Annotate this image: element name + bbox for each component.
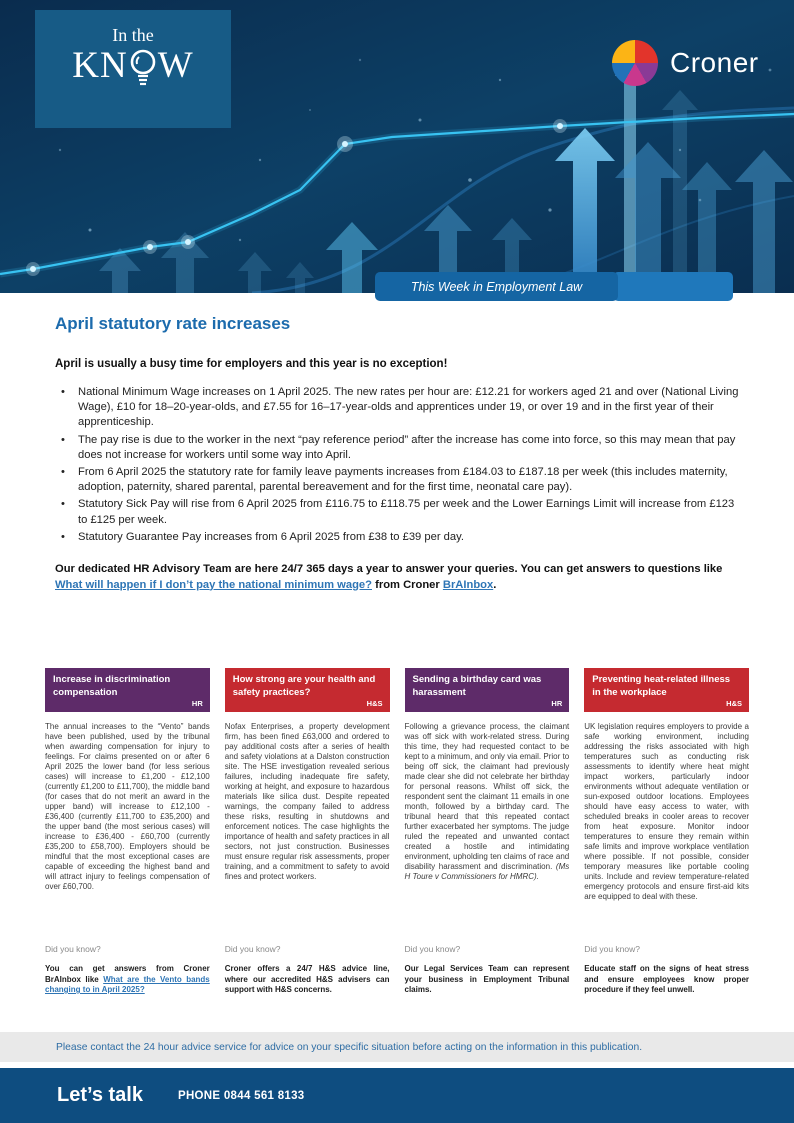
column-health-safety-practices bbox=[225, 668, 390, 996]
bullet-item: • National Minimum Wage increases on 1 April 2025. The new rates per hour are: £12.21 for workers aged 21 and over (National Living Wage), £10 for 18–20-year-olds, and £7.55 for 16–17-year-olds and apprentices under 19, or over 19 and in the first year of their apprenticeship. bbox=[55, 385, 741, 431]
column-title: Preventing heat-related illness in the workplace bbox=[592, 674, 731, 698]
lightbulb-icon bbox=[129, 49, 157, 87]
column-body bbox=[405, 722, 570, 944]
advice-service-bar bbox=[0, 1032, 794, 1062]
main-article bbox=[55, 300, 741, 593]
did-you-know-label: Did you know? bbox=[404, 944, 461, 954]
logo-line1: In the bbox=[112, 25, 154, 45]
croner-wheel-icon bbox=[612, 40, 658, 86]
did-you-know-text: Croner offers a 24/7 H&S advice line, where our accredited H&S advisers can support with H&S concerns. bbox=[224, 964, 390, 994]
footer-bar bbox=[0, 1068, 794, 1123]
column-heat-related-illness bbox=[584, 668, 749, 996]
did-you-know-label: Did you know? bbox=[584, 944, 641, 954]
vento-bands-link[interactable]: What are the Vento bands changing to in April 2025? bbox=[45, 974, 210, 994]
did-you-know-text: Our Legal Services Team can represent your business in Employment Tribunal claims. bbox=[404, 964, 570, 994]
did-you-know-text: Educate staff on the signs of heat stress and ensure employees know proper procedure if they feel unwell. bbox=[584, 964, 749, 994]
logo-w: W bbox=[157, 45, 194, 86]
bullet-item: • The pay rise is due to the worker in the next “pay reference period” after the increase has come into force, so this may mean that pay does not increase for workers until some way into April. bbox=[55, 433, 741, 463]
outro-text: from Croner bbox=[372, 578, 443, 591]
did-you-know-label: Did you know? bbox=[224, 944, 281, 954]
did-you-know-label: Did you know? bbox=[45, 944, 101, 954]
croner-logo bbox=[612, 40, 759, 86]
bullet-item: • Statutory Sick Pay will rise from 6 April 2025 from £116.75 to £118.75 per week and the Lower Earnings Limit will increase from £123 to £125 per week. bbox=[55, 497, 741, 527]
in-the-know-logo bbox=[35, 10, 231, 128]
article-bullet-list bbox=[55, 385, 741, 545]
logo-line2 bbox=[35, 47, 231, 87]
hr-tag: HR bbox=[551, 699, 563, 708]
article-outro bbox=[55, 562, 741, 593]
column-body-text: Following a grievance process, the claimant was off sick with work-related stress. During this time, they had requested contact to be kept to a minimum, and only via email. Prior to being off sick, the claimant had previously made clear she did not celebrate her birthday for personal reasons. Whilst off sick, the respondent sent the claimant 11 emails in one month, followed by a birthday card. The tribunal heard that this repeated contact further exacerbated her symptoms. The judge ruled the repeated and unwanted contact created a hostile and intimidating environment, upholding ten claims of race and disability harassment and discrimination. bbox=[404, 722, 570, 871]
column-header bbox=[45, 668, 210, 712]
dyk-prefix: You can get answers from Croner BrAInbox like bbox=[45, 964, 210, 984]
column-header bbox=[225, 668, 390, 712]
hr-tag: HR bbox=[191, 699, 203, 708]
column-body: Nofax Enterprises, a property development firm, has been fined £63,000 and ordered to pay additional costs after a series of health and safety violations at a Dalston construction site. The HSE investigation revealed serious failures, including inadequate fire safety, working at height, and exposure to hazardous materials like silica dust. Despite repeated warnings, the company failed to address these risks, resulting in shutdowns and enforcement notices. The case highlights the importance of health and safety practices in all sectors, not just construction. Businesses must ensure regular risk assessments, proper training, and a commitment to safety to avoid fines and protect workers. bbox=[224, 722, 390, 881]
article-intro: April is usually a busy time for employers and this year is no exception! bbox=[55, 358, 448, 370]
page-title: April statutory rate increases bbox=[55, 314, 291, 333]
column-title: Increase in discrimination compensation bbox=[53, 674, 171, 698]
column-discrimination-compensation bbox=[45, 668, 210, 996]
phone-number: PHONE 0844 561 8133 bbox=[177, 1089, 305, 1102]
column-header bbox=[584, 668, 749, 712]
column-header bbox=[405, 668, 570, 712]
minimum-wage-question-link[interactable]: What will happen if I don’t pay the national minimum wage? bbox=[55, 578, 372, 591]
outro-text: Our dedicated HR Advisory Team are here 24/7 365 days a year to answer your queries. You can get answers to questions like bbox=[55, 563, 723, 576]
column-title: How strong are your health and safety practices? bbox=[232, 674, 376, 698]
section-banner bbox=[375, 272, 733, 301]
advice-text: Please contact the 24 hour advice service for advice on your specific situation before acting on the information in this publication. bbox=[56, 1041, 643, 1053]
column-birthday-card-harassment bbox=[405, 668, 570, 996]
outro-text: . bbox=[493, 578, 497, 591]
hs-tag: H&S bbox=[726, 699, 742, 708]
lets-talk-heading: Let’s talk bbox=[57, 1084, 143, 1106]
column-body: The annual increases to the “Vento” bands have been published, used by the tribunal when awarding compensation for injury to feelings. For claims presented on or after 6 April 2025 the lower band (for less serious cases) will increase to £1,200 - £12,100 (currently £1,200 to £11,700), the middle band (for cases that do not merit an award in the upper band) will increase to £12,100 - £36,400 (currently £11,700 to £35,200) and the upper band (the most serious cases) will increase to £36,400 - £60,700 (currently £35,200 to £58,700). Employers should be mindful that the most exceptional cases are capable of exceeding the highest band and will attract injury to feelings compensation of over £60,700. bbox=[45, 722, 210, 891]
case-citation: (Ms H Toure v Commissioners for HMRC). bbox=[404, 862, 570, 881]
header-banner bbox=[0, 0, 794, 293]
column-body: UK legislation requires employers to provide a safe working environment, including addressing the risks associated with high temperatures such as conducting risk assessments to identify where heat might impact workers, particularly indoor environments without adequate ventilation or sun-exposed outdoor locations. Employees should have easy access to water, with scheduled breaks in cooler areas to recover from heat exposure. Monitor indoor temperatures to ensure they remain within safe limits and improve workplace ventilation where possible. If not possible, consider temporary measures like portable cooling units. Include and review temperature-related emergency protocols and ensure first-aid kits are equipped to deal with these. bbox=[584, 722, 749, 901]
bullet-item: • Statutory Guarantee Pay increases from 6 April 2025 from £38 to £39 per day. bbox=[55, 530, 741, 545]
banner-title: This Week in Employment Law bbox=[375, 272, 618, 301]
did-you-know-text bbox=[45, 964, 210, 996]
bullet-item: • From 6 April 2025 the statutory rate for family leave payments increases from £184.03 to £187.18 per week (this includes maternity, adoption, paternity, shared parental, parental bereavement and for the first time, neonatal care pay). bbox=[55, 465, 741, 495]
brainbox-link[interactable]: BrAInbox bbox=[442, 578, 494, 591]
news-columns bbox=[45, 668, 749, 996]
hs-tag: H&S bbox=[366, 699, 383, 708]
banner-tab bbox=[613, 272, 733, 301]
column-title: Sending a birthday card was harassment bbox=[412, 674, 542, 698]
logo-kn: KN bbox=[72, 45, 128, 86]
croner-brand-name: Croner bbox=[670, 47, 759, 78]
